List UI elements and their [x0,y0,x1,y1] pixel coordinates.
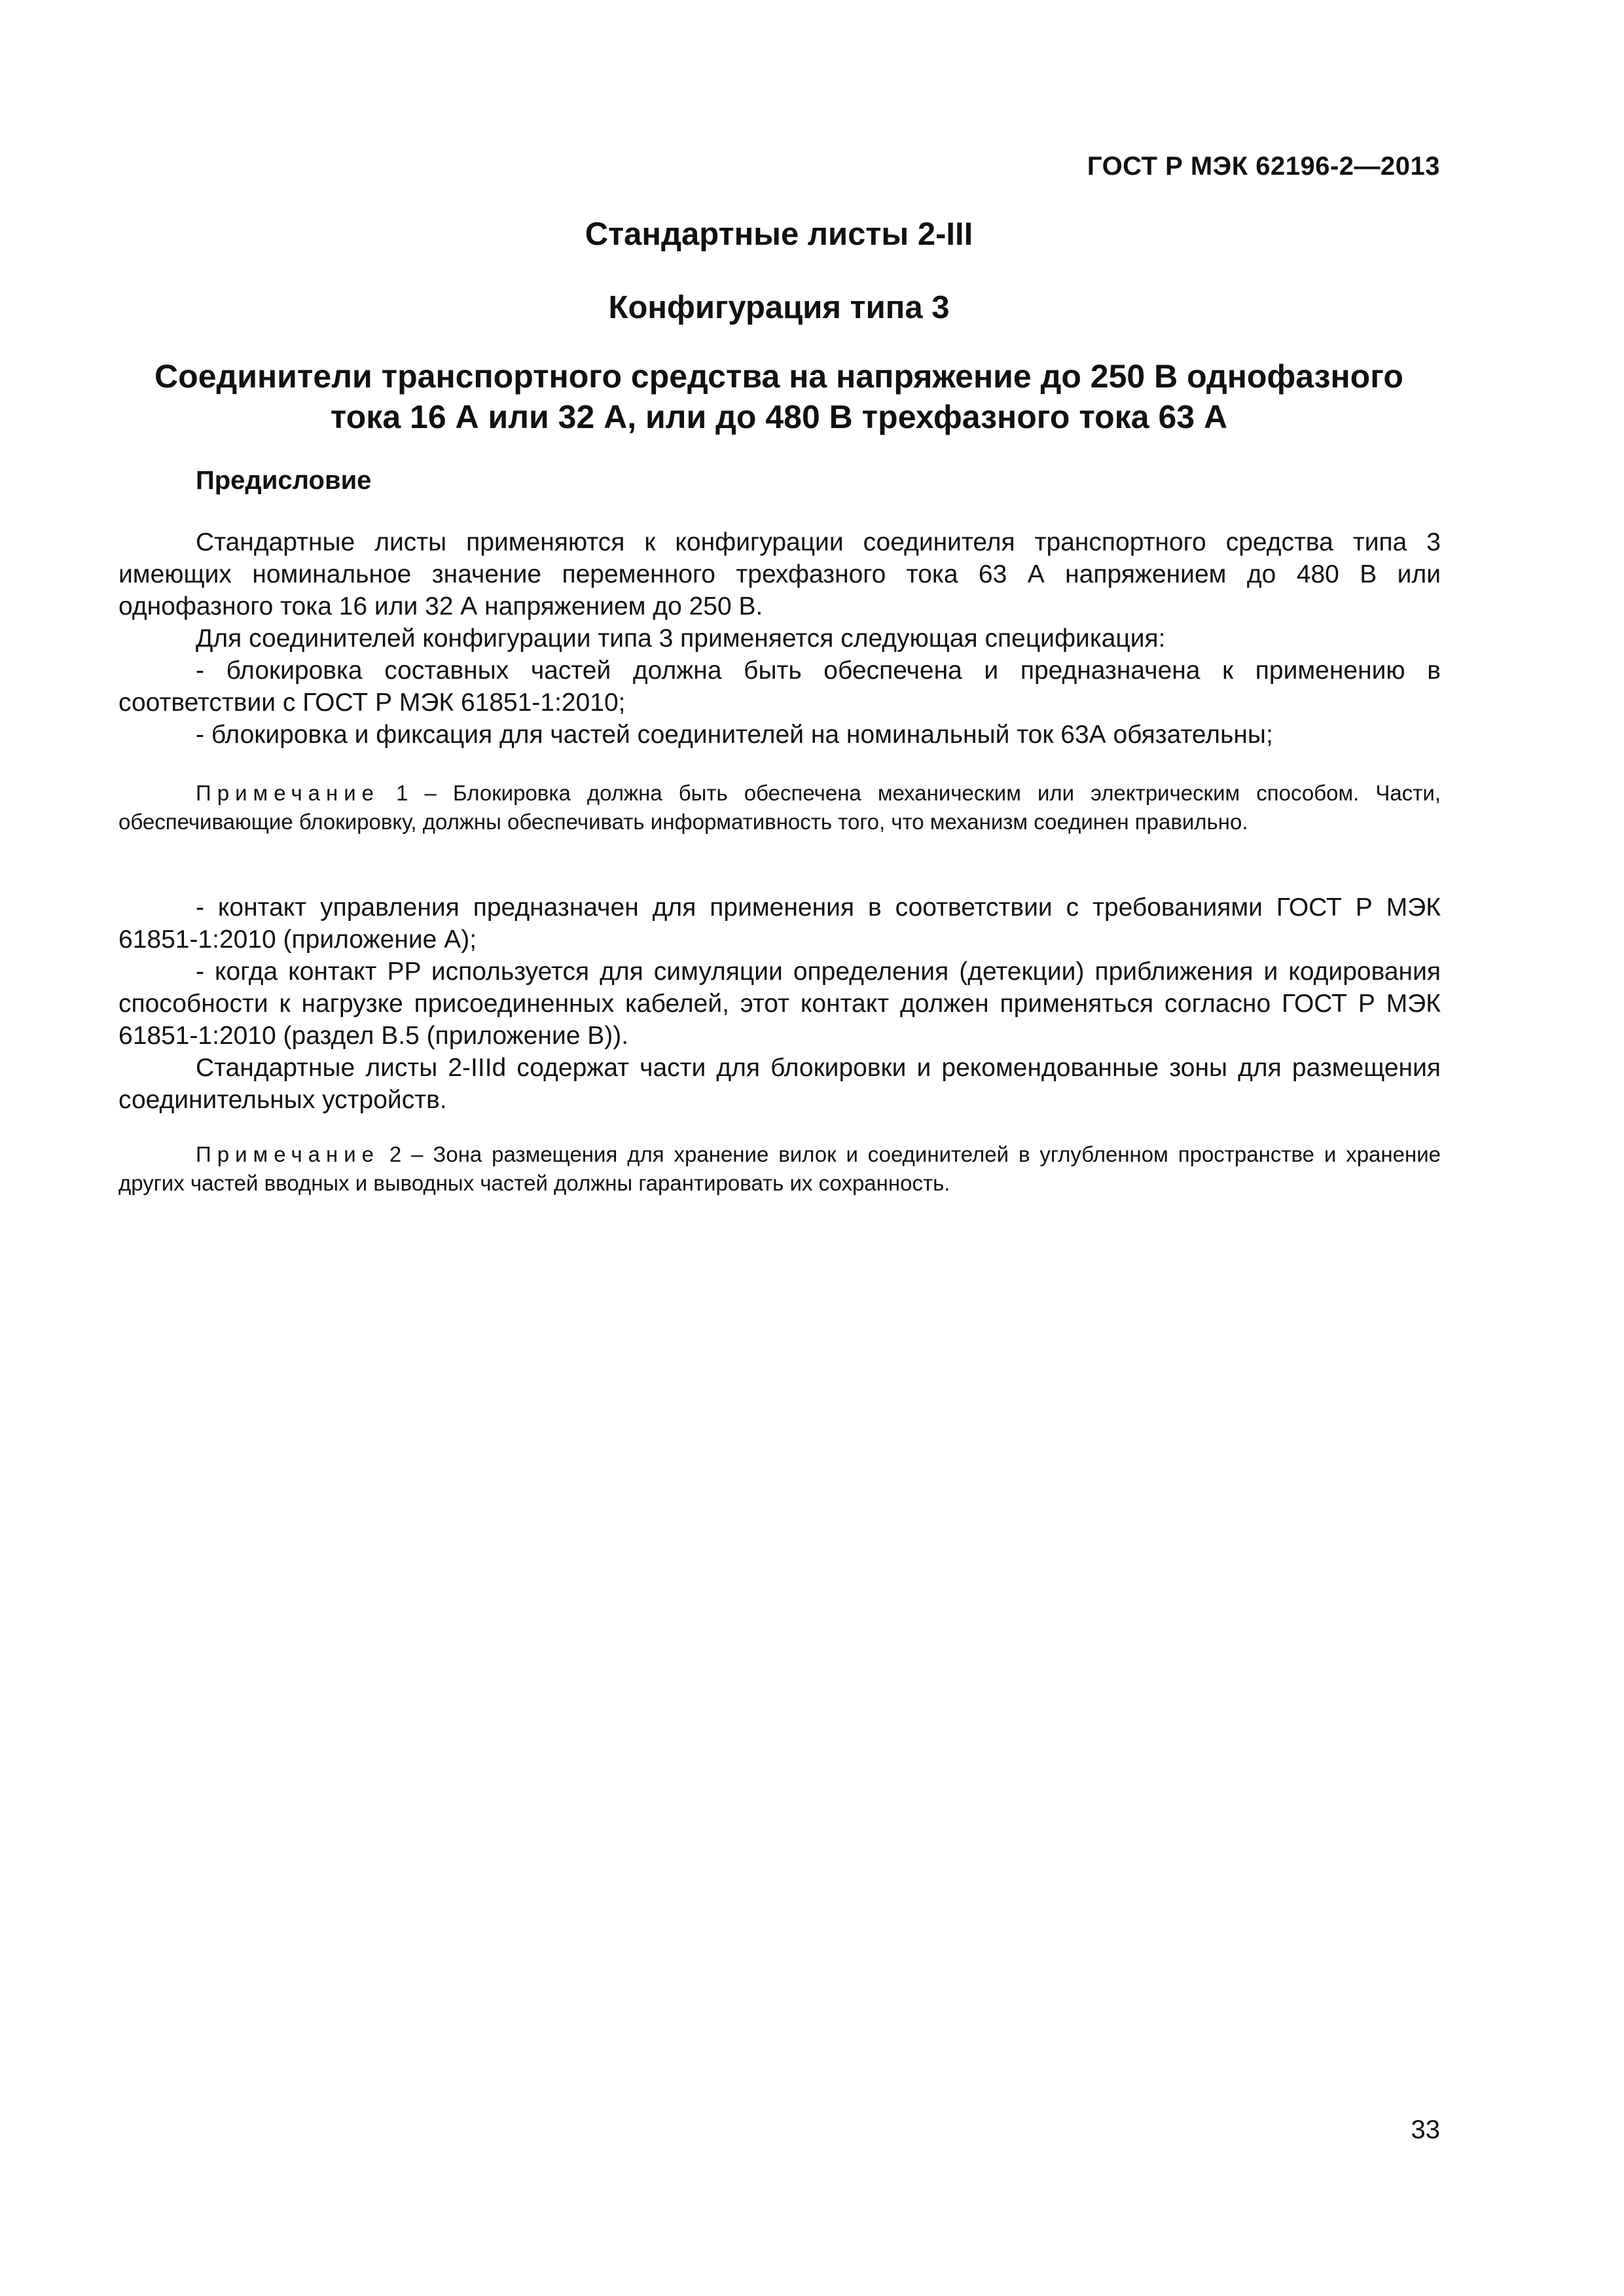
preface-list-item: - блокировка составных частей должна быть обеспечена и предназначена к применению в соответствии с ГОСТ Р МЭК 61851-1:2010; [118,656,1441,717]
note-2 [118,1140,1441,1198]
note-2-text: 2 – Зона размещения для хранение вилок и соединителей в углубленном пространстве и хранение других частей вводных и выводных частей должны гарантировать их сохранность. [118,1142,1441,1195]
preface-heading: Предисловие [196,466,372,495]
preface-list-item: - блокировка и фиксация для частей соединителей на номинальный ток 63А обязательны; [196,721,1273,749]
note-2-label: Примечание [196,1142,380,1166]
configuration-title: Конфигурация типа 3 [608,290,950,325]
note-1 [118,779,1441,836]
note-1-label: Примечание [196,781,380,805]
note-1-text: 1 – Блокировка должна быть обеспечена механическим или электрическим способом. Части, обеспечивающие блокировку, должны обеспечивать информативность того, что механизм соединен правильно. [118,781,1441,834]
main-title-line-2: тока 16 А или 32 А, или до 480 В трехфазного тока 63 А [330,399,1228,435]
preface-paragraph: Для соединителей конфигурации типа 3 применяется следующая спецификация: [196,624,1166,653]
preface-paragraph: Стандартные листы применяются к конфигурации соединителя транспортного средства типа 3 имеющих номинальное значение переменного трехфазного тока 63 А напряжением до 480 В или однофазного тока 16 или 32 А напряжением до 250 В. [118,528,1441,620]
continuation-list-item: - когда контакт PP используется для симуляции определения (детекции) приближения и кодирования способности к нагрузке присоединенных кабелей, этот контакт должен применяться согласно ГОСТ Р МЭК 61851-1:2010 (раздел В.5 (приложение В)). [118,958,1441,1050]
continuation-paragraph: Стандартные листы 2-IIId содержат части для блокировки и рекомендованные зоны для размещения соединительных устройств. [118,1054,1441,1114]
document-code: ГОСТ Р МЭК 62196-2—2013 [1087,152,1440,181]
preface-body [118,526,1441,751]
sheet-title: Стандартные листы 2-III [585,217,973,252]
continuation-list-item: - контакт управления предназначен для применения в соответствии с требованиями ГОСТ Р МЭК 61851-1:2010 (приложение А); [118,893,1441,954]
main-title-line-1: Соединители транспортного средства на напряжение до 250 В однофазного [154,358,1403,395]
page-number: 33 [1411,2115,1440,2144]
continuation-body [118,891,1441,1116]
main-title [118,356,1440,437]
